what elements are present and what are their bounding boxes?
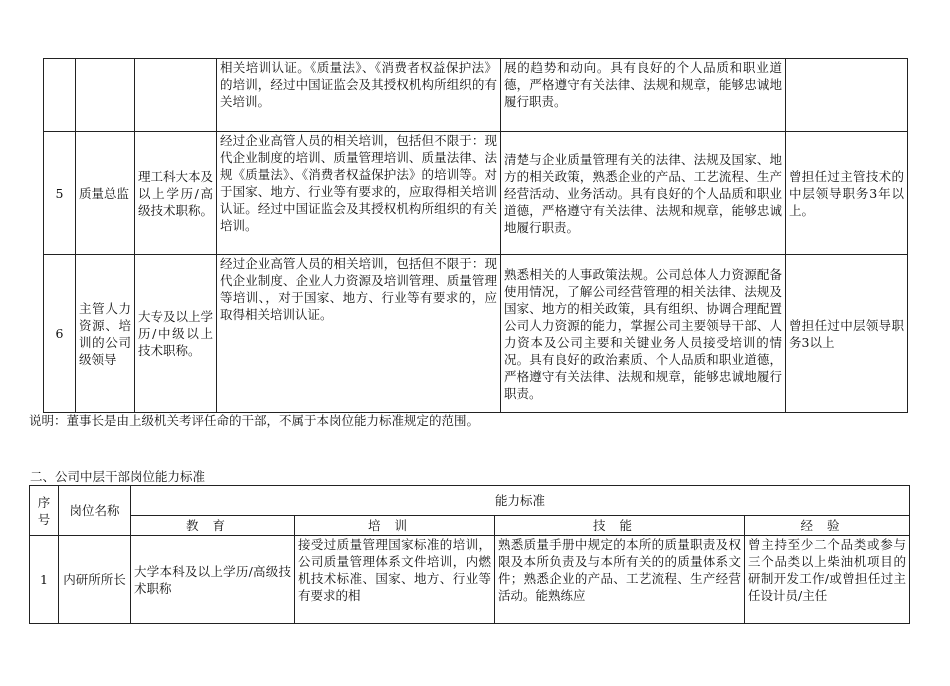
- training-cell: 接受过质量管理国家标准的培训，公司质量管理体系文件培训，内燃机技术标准、国家、地方、行业等有要求的相: [295, 536, 495, 624]
- experience-cell: 曾主持至少二个品类或参与三个品类以上柴油机项目的研制开发工作/或曾担任过主任设计员/主任: [745, 536, 910, 624]
- training-cell: 经过企业高管人员的相关培训，包括但不限于：现代企业制度的培训、质量管理培训、质量法律、法规《质量法》、《消费者权益保护法》的培训等。对于国家、地方、行业等有要求的，应取得相关培训认证。经过中国证监会及其授权机构所组织的有关培训。: [217, 132, 501, 255]
- education-cell: [135, 59, 217, 132]
- position-cell: 主管人力资源、培训的公司级领导: [76, 255, 135, 413]
- senior-position-table: [43, 58, 908, 413]
- training-cell: 经过企业高管人员的相关培训，包括但不限于：现代企业制度、企业人力资源及培训管理、质量管理等培训、，对于国家、地方、行业等有要求的，应取得相关培训认证。: [217, 255, 501, 413]
- table-note: 说明：董事长是由上级机关考评任命的干部，不属于本岗位能力标准规定的范围。: [29, 413, 480, 428]
- training-cell: 相关培训认证。《质量法》、《消费者权益保护法》的培训，经过中国证监会及其授权机构所组织的有关培训。: [217, 59, 501, 132]
- no-cell: 5: [44, 132, 76, 255]
- no-cell: [44, 59, 76, 132]
- experience-cell: 曾担任过中层领导职务3以上: [786, 255, 908, 413]
- header-position: 岗位名称: [59, 486, 131, 536]
- table-row: [44, 132, 908, 255]
- section-title: 二、公司中层干部岗位能力标准: [30, 469, 206, 484]
- experience-cell: 曾担任过主管技术的中层领导职务3年以上。: [786, 132, 908, 255]
- header-skills: 技能: [495, 516, 745, 536]
- skills-cell: 展的趋势和动向。具有良好的个人品质和职业道德，严格遵守有关法律、法规和规章，能够忠诚地履行职责。: [501, 59, 786, 132]
- header-row: [30, 516, 910, 536]
- position-cell: [76, 59, 135, 132]
- table-row: [44, 255, 908, 413]
- education-cell: 大学本科及以上学历/高级技术职称: [131, 536, 295, 624]
- header-row: [30, 486, 910, 516]
- table-row: [44, 59, 908, 132]
- middle-position-table: [29, 485, 910, 624]
- education-cell: 理工科大本及以上学历/高级技术职称。: [135, 132, 217, 255]
- no-cell: 6: [44, 255, 76, 413]
- skills-cell: 清楚与企业质量管理有关的法律、法规及国家、地方的相关政策，熟悉企业的产品、工艺流程、生产经营活动、业务活动。具有良好的个人品质和职业道德，严格遵守有关法律、法规和规章，能够忠诚地履行职责。: [501, 132, 786, 255]
- header-no: 序号: [30, 486, 59, 536]
- skills-cell: 熟悉相关的人事政策法规。公司总体人力资源配备使用情况，了解公司经营管理的相关法律、法规及国家、地方的相关政策，具有组织、协调合理配置公司人力资源的能力，掌握公司主要领导干部、人力资本及公司主要和关键业务人员接受培训的情况。具有良好的政治素质、个人品质和职业道德，严格遵守有关法律、法规和规章，能够忠诚地履行职责。: [501, 255, 786, 413]
- header-training: 培训: [295, 516, 495, 536]
- table-row: [30, 536, 910, 624]
- header-ability-standard: 能力标准: [131, 486, 910, 516]
- no-cell: 1: [30, 536, 59, 624]
- skills-cell: 熟悉质量手册中规定的本所的质量职责及权限及本所负责及与本所有关的的质量体系文件；熟悉企业的产品、工艺流程、生产经营活动。能熟练应: [495, 536, 745, 624]
- experience-cell: [786, 59, 908, 132]
- position-cell: 内研所所长: [59, 536, 131, 624]
- header-education: 教育: [131, 516, 295, 536]
- position-cell: 质量总监: [76, 132, 135, 255]
- header-experience: 经验: [745, 516, 910, 536]
- education-cell: 大专及以上学历/中级以上技术职称。: [135, 255, 217, 413]
